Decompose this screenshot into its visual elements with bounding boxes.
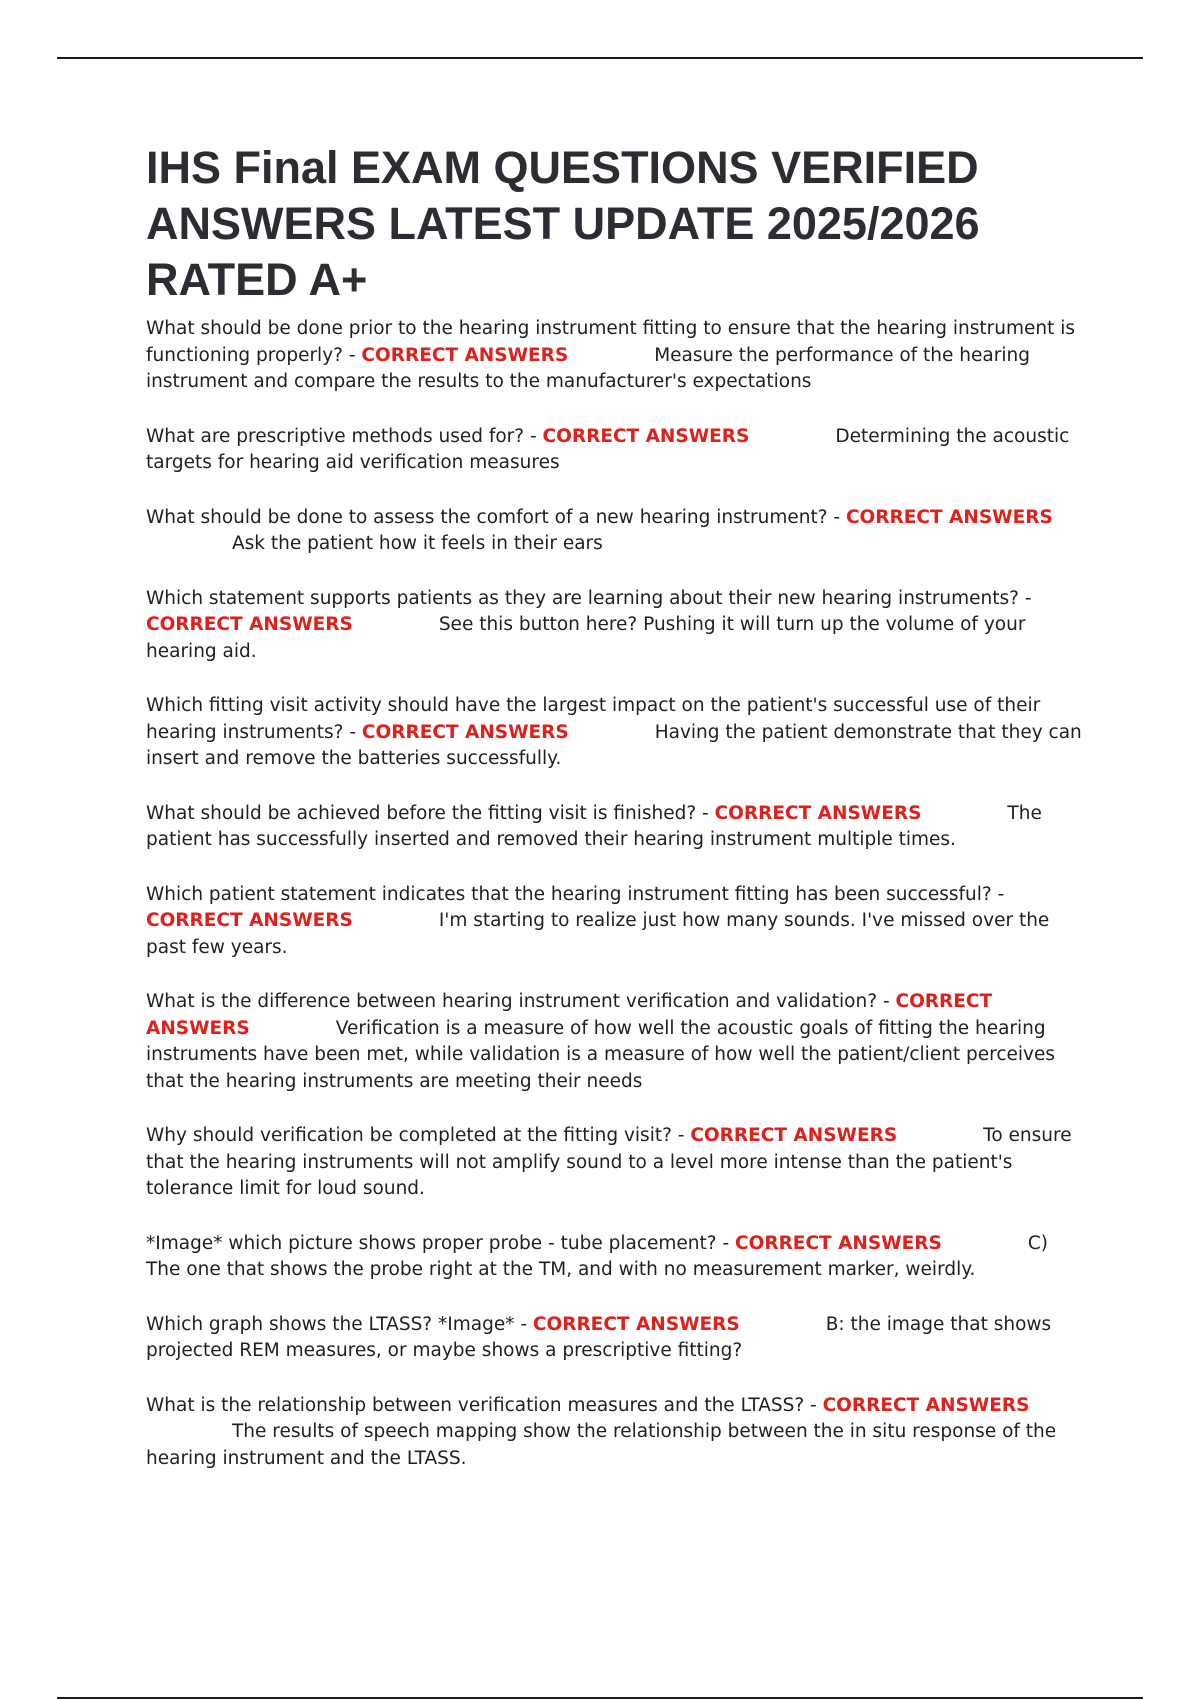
separator: - — [877, 991, 896, 1012]
correct-answers-marker: CORRECT ANSWERS — [735, 1232, 942, 1254]
answer-text: Ask the patient how it feels in their ears — [232, 533, 603, 554]
correct-answers-marker: CORRECT ANSWERS — [690, 1125, 898, 1146]
qa-item — [146, 586, 1086, 666]
question-text: Which graph shows the LTASS? *Image* — [146, 1313, 515, 1335]
qa-item — [146, 1231, 1086, 1284]
question-text: What should be done to assess the comfort of a new hearing instrument? — [146, 506, 828, 528]
correct-answers-marker: CORRECT ANSWERS — [146, 614, 353, 635]
answer-text: Determining the acoustic targets for hearing aid verification measures — [146, 425, 1070, 473]
document-title: IHS Final EXAM QUESTIONS VERIFIED ANSWERS LATEST UPDATE 2025/2026 RATED A+ — [146, 142, 980, 305]
qa-item — [146, 505, 1086, 558]
correct-answers-marker: CORRECT ANSWERS — [822, 1394, 1030, 1416]
correct-answers-marker: CORRECT ANSWERS — [146, 991, 993, 1039]
correct-answers-marker: CORRECT ANSWERS — [146, 910, 353, 931]
question-text: What should be achieved before the fitting visit is finished? — [146, 802, 697, 824]
question-text: Which patient statement indicates that the hearing instrument fitting has been successful? — [146, 883, 992, 905]
separator: - — [804, 1394, 823, 1416]
separator: - — [342, 344, 362, 366]
question-text: What is the relationship between verification measures and the LTASS? — [146, 1394, 805, 1416]
qa-item — [146, 1312, 1086, 1365]
qa-item — [146, 989, 1086, 1095]
separator: - — [343, 721, 362, 743]
answer-text: See this button here? Pushing it will turn up the volume of your hearing aid. — [146, 614, 1026, 662]
qa-item — [146, 693, 1086, 773]
answer-text: The results of speech mapping show the relationship between the in situ response of the hearing instrument and the LTASS. — [146, 1421, 1057, 1469]
answer-text: C) The one that shows the probe right at the TM, and with no measurement marker, weirdly. — [146, 1232, 1048, 1280]
qa-item — [146, 801, 1086, 854]
answer-text: To ensure that the hearing instruments will not amplify sound to a level more intense than the patient's tolerance limit for loud sound. — [146, 1125, 1072, 1199]
correct-answers-marker: CORRECT ANSWERS — [542, 425, 750, 447]
qa-list — [146, 316, 1086, 1472]
correct-answers-marker: CORRECT ANSWERS — [714, 802, 922, 824]
document-body — [146, 140, 1086, 1500]
separator: - — [716, 1232, 736, 1254]
question-text: Which statement supports patients as they are learning about their new hearing instruments? — [146, 587, 1019, 609]
qa-item — [146, 316, 1086, 396]
qa-item — [146, 882, 1086, 962]
separator: - — [696, 802, 715, 824]
question-text: Why should verification be completed at the fitting visit? — [146, 1125, 672, 1146]
separator: - — [827, 506, 846, 528]
bottom-rule — [57, 1697, 1143, 1699]
answer-text: B: the image that shows projected REM measures, or maybe shows a prescriptive fitting? — [146, 1313, 1052, 1361]
question-text: *Image* which picture shows proper probe - tube placement? — [146, 1232, 717, 1254]
answer-text: The patient has successfully inserted and removed their hearing instrument multiple times. — [146, 802, 1042, 850]
question-text: What should be done prior to the hearing instrument fitting to ensure that the hearing instrument is functioning properly? — [146, 318, 1075, 366]
qa-item — [146, 1123, 1086, 1203]
question-text: What is the difference between hearing instrument verification and validation? — [146, 991, 878, 1012]
question-text: What are prescriptive methods used for? — [146, 425, 525, 447]
answer-text: Having the patient demonstrate that they can insert and remove the batteries successfully. — [146, 721, 1082, 769]
separator: - — [1019, 587, 1032, 609]
correct-answers-marker: CORRECT ANSWERS — [532, 1313, 740, 1335]
separator: - — [524, 425, 543, 447]
separator: - — [671, 1125, 691, 1146]
correct-answers-marker: CORRECT ANSWERS — [361, 344, 569, 366]
question-text: Which fitting visit activity should have the largest impact on the patient's successful use of their hearing instruments? — [146, 695, 1041, 743]
answer-text: Verification is a measure of how well the acoustic goals of fitting the hearing instruments have been met, while validation is a measure of how well the patient/client perceives that the hearing instruments are meeting their needs — [146, 1017, 1056, 1092]
answer-text: Measure the performance of the hearing instrument and compare the results to the manufacturer's expectations — [146, 344, 1030, 392]
correct-answers-marker: CORRECT ANSWERS — [361, 721, 569, 743]
separator: - — [514, 1313, 533, 1335]
qa-item — [146, 424, 1086, 477]
correct-answers-marker: CORRECT ANSWERS — [845, 506, 1053, 528]
qa-item — [146, 1393, 1086, 1473]
top-rule — [57, 57, 1143, 59]
separator: - — [991, 883, 1005, 905]
answer-text: I'm starting to realize just how many sounds. I've missed over the past few years. — [146, 910, 1050, 958]
